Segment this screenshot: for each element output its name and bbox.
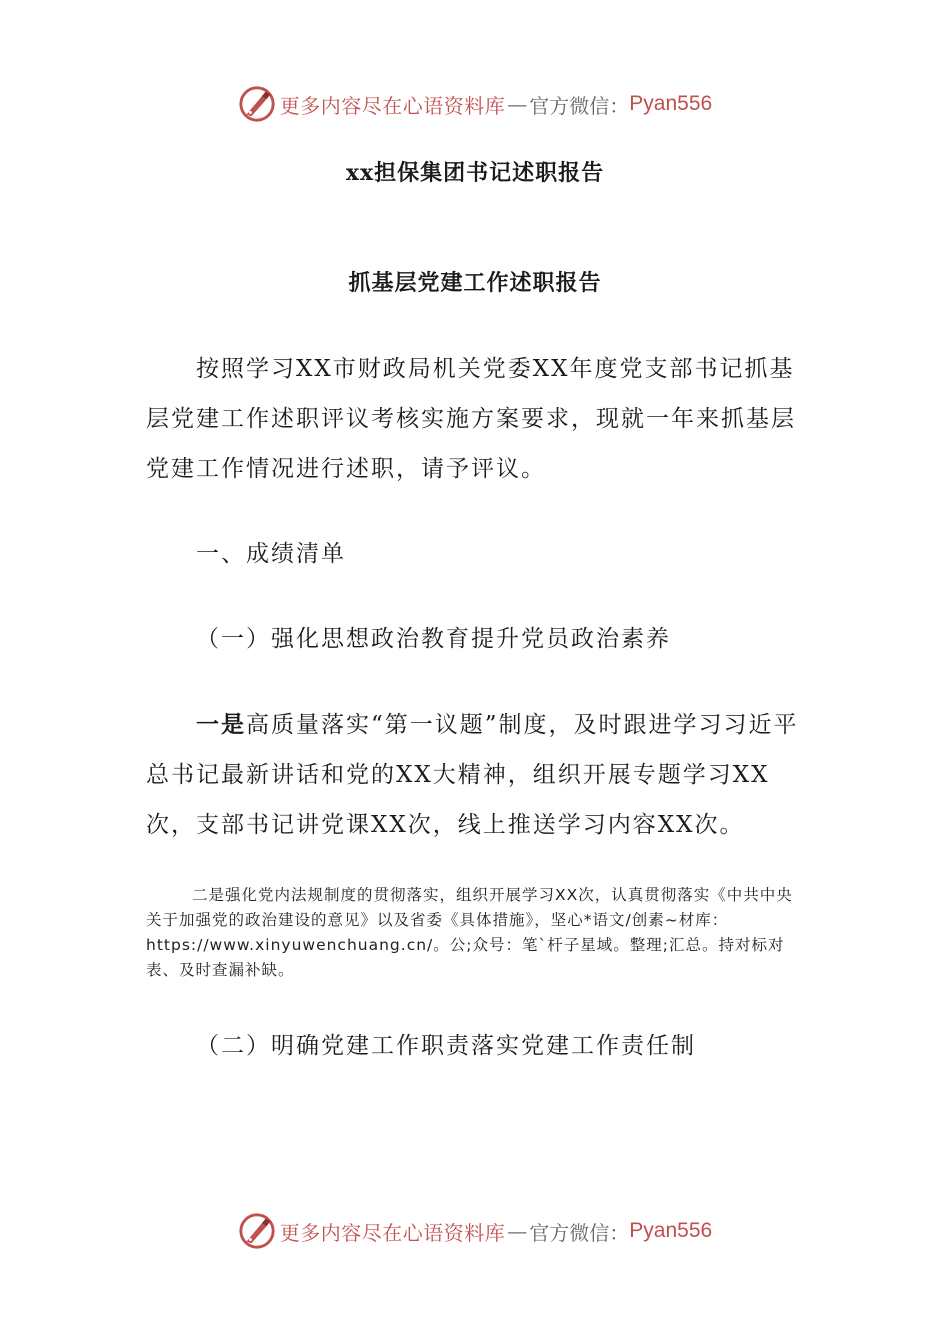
document-subtitle: 抓基层党建工作述职报告 [348,270,602,296]
pen-nib-logo-icon [238,85,276,123]
watermark-footer [0,1211,950,1251]
intro-paragraph: 按照学习XX市财政局机关党委XX年度党支部书记抓基层党建工作述职评议考核实施方案要求，现就一年来抓基层党建工作情况进行述职，请予评议。 [146,356,796,482]
watermark-site-text: 更多内容尽在心语资料库 [279,93,506,118]
item-paragraph-2: 二是强化党内法规制度的贯彻落实，组织开展学习XX次，认真贯彻落实《中共中央关于加强党的政治建设的意见》以及省委《具体措施》，坚心*语文/创素~材库：https://www.xinyuwenchuang.cn/。公;众号：笔`杆子星域。整理;汇总。持对标对表、及时查漏补缺。 [146,886,793,979]
watermark-site-text: 更多内容尽在心语资料库 [279,1220,506,1245]
item-text-1: 高质量落实“第一议题”制度，及时跟进学习习近平总书记最新讲话和党的XX大精神，组织开展专题学习XX次，支部书记讲党课XX次，线上推送学习内容XX次。 [146,712,799,838]
section-heading-achievements: 一、成绩清单 [196,541,346,567]
watermark-contact-id: Pyan556 [629,1219,713,1242]
watermark-contact-label: 官方微信： [529,1220,630,1245]
watermark-separator: — [507,92,528,116]
item-lead-1: 一是 [196,711,246,738]
pen-nib-logo-icon [238,1212,276,1250]
watermark-separator: — [507,1219,528,1243]
document-title: xx担保集团书记述职报告 [345,160,605,186]
item-paragraph-1 [146,700,808,850]
subsection-heading-2: （二）明确党建工作职责落实党建工作责任制 [196,1033,696,1059]
watermark-contact-label: 官方微信： [529,93,630,118]
watermark-contact-id: Pyan556 [629,92,713,115]
watermark-header [0,84,950,124]
subsection-heading-1: （一）强化思想政治教育提升党员政治素养 [196,626,671,652]
